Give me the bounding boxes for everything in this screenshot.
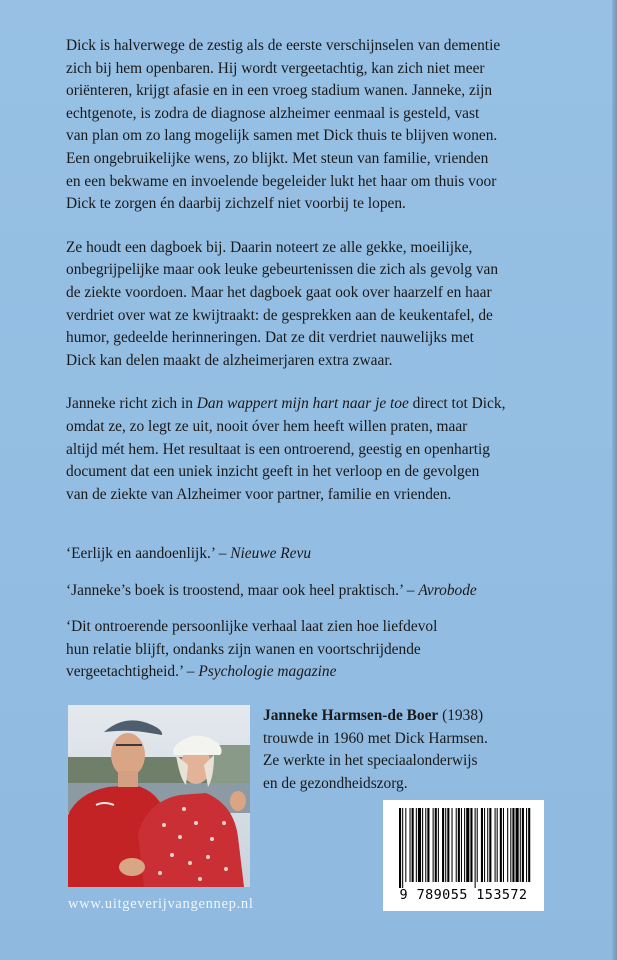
barcode-bar (410, 808, 411, 882)
author-photo (68, 705, 250, 887)
barcode-bar (452, 808, 453, 882)
author-name: Janneke Harmsen-de Boer (263, 707, 439, 724)
barcode-bar (405, 808, 406, 882)
barcode-bar (412, 808, 414, 882)
barcode-bar (461, 808, 462, 882)
barcode-bar (466, 808, 469, 882)
press-quote: ‘Janneke’s boek is troostend, maar ook heel praktisch.’ – Avrobode (66, 581, 477, 599)
book-title: Dan wappert mijn hart naar je toe (196, 395, 409, 413)
barcode-bar (528, 808, 530, 882)
barcode-bar (477, 808, 478, 882)
barcode-bar (495, 808, 496, 882)
barcode-bar (399, 808, 401, 888)
blurb-paragraph-3: Janneke richt zich in Dan wappert mijn hart naar je toe direct tot Dick, omdat ze, zo legt ze uit, nooit óver hem heeft willen praten, maar altijd mét hem. Het resultaat is een ontroerend, geestig en openhartig document dat een uniek inzicht geeft in het verloop en de gevolgen van de ziekte van Alzheimer voor partner, familie en vrienden. (66, 395, 506, 503)
quote-source: Avrobode (418, 581, 477, 599)
barcode-bar (447, 808, 449, 882)
barcode-bar (416, 808, 417, 882)
cover-edge (612, 0, 617, 960)
quote-source: Nieuwe Revu (230, 545, 312, 562)
barcode-bar (442, 808, 444, 882)
press-quote: ‘Dit ontroerende persoonlijke verhaal laat zien hoe liefdevol hun relatie blijft, ondanks zijn wanen en voortschrijdende vergeetachtigheid.’ – Psychologie magazine (66, 618, 438, 681)
barcode-bar (497, 808, 498, 882)
barcode-bar (500, 808, 502, 882)
barcode-bar (512, 808, 514, 882)
press-quotes (66, 543, 566, 698)
barcode-bar (475, 808, 476, 888)
press-quote: ‘Eerlijk en aandoenlijk.’ – Nieuwe Revu (66, 545, 312, 562)
barcode-bar (456, 808, 457, 882)
barcode-bar (489, 808, 491, 882)
barcode-bar (402, 808, 403, 888)
barcode-bar (526, 808, 527, 882)
barcode-bar (445, 808, 446, 882)
barcode-bar (427, 808, 429, 882)
isbn-barcode (383, 800, 544, 911)
blurb-text (66, 35, 566, 527)
barcode-bar (422, 808, 423, 882)
author-bio: Janneke Harmsen-de Boer (1938) trouwde in 1960 met Dick Harmsen. Ze werkte in het speciaalonderwijs en de gezondheidszorg. (263, 707, 488, 792)
author-years: (1938) (438, 707, 484, 724)
blurb-paragraph-2: Ze houdt een dagboek bij. Daarin noteert ze alle gekke, moeilijke, onbegrijpelijke maar ook leuke gebeurtenissen die zich als gevolg van de ziekte voordoen. Maar het dagboek gaat ook over haarzelf en haar verdriet over wat ze kwijtraakt: de gesprekken aan de keukentafel, de humor, gedeelde herinneringen. Dat ze dit verdriet nauwelijks met Dick kan delen maakt de alzheimerjaren extra zwaar. (66, 238, 499, 369)
barcode-bar (464, 808, 465, 882)
barcode-bar (470, 808, 472, 882)
barcode-bar (487, 808, 488, 882)
barcode-bar (510, 808, 511, 882)
barcode-bar (503, 808, 504, 882)
barcode-bar (435, 808, 437, 882)
quote-source: Psychologie magazine (198, 663, 337, 681)
publisher-website: www.uitgeverijvangennep.nl (68, 896, 254, 912)
barcode-bar (425, 808, 426, 882)
barcode-bar (418, 808, 421, 882)
barcode-bar (438, 808, 439, 882)
barcode-bar (433, 808, 434, 882)
blurb-paragraph-1: Dick is halverwege de zestig als de eerste verschijnselen van dementie zich bij hem openbaren. Hij wordt vergeetachtig, kan zich niet meer oriënteren, krijgt afasie en in een vroeg stadium wanen. Janneke, zijn echtgenote, is zodra de diagnose alzheimer eenmaal is gesteld, vast van plan om zo lang mogelijk samen met Dick thuis te blijven wonen. Een ongebruikelijke wens, zo blijkt. Met steun van familie, vrienden en een bekwame en invoelende begeleider lukt het haar om thuis voor Dick te zorgen én daarbij zichzelf niet voorbij te lopen. (66, 37, 501, 213)
barcode-bar (507, 808, 508, 882)
barcode-bar (522, 808, 524, 882)
barcode-bar (516, 808, 519, 882)
barcode-bar (458, 808, 460, 882)
barcode-bar (484, 808, 485, 882)
isbn-digits: 9 789055 153572 (399, 887, 528, 903)
barcode-bar (520, 808, 521, 882)
barcode-bar (481, 808, 483, 882)
barcode-bars (383, 800, 544, 888)
